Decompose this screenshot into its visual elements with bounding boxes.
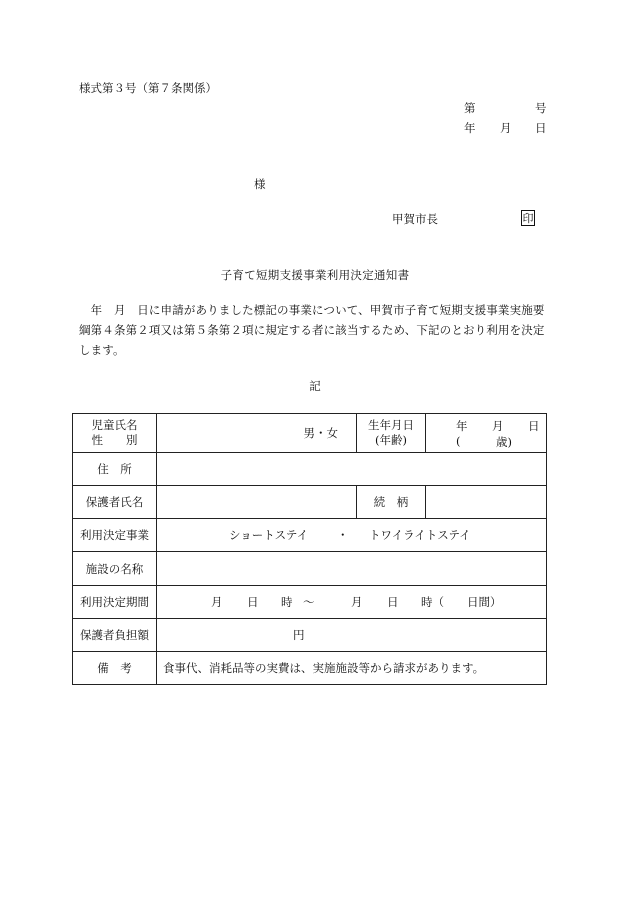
table-row [73, 586, 547, 619]
age-value: 歳) [496, 435, 512, 449]
period-days: 日間） [467, 595, 502, 609]
period-month-1: 月 [211, 595, 223, 609]
date-day-label: 日 [535, 121, 547, 135]
birth-value-cell[interactable] [426, 414, 547, 453]
gender-value: 男・女 [303, 426, 338, 440]
age-label: (年齢) [375, 433, 407, 447]
relation-cell[interactable] [426, 486, 547, 519]
period-label: 利用決定期間 [73, 586, 157, 619]
age-open-paren: ( [456, 434, 461, 448]
date-month-label: 月 [500, 121, 512, 135]
period-day-2: 日 [387, 595, 399, 609]
child-name-gender-label-cell [73, 414, 157, 453]
guardian-name-cell[interactable] [157, 486, 357, 519]
form-number: 様式第３号（第７条関係） [79, 81, 217, 95]
seal-mark: 印 [522, 211, 534, 225]
service-options-cell[interactable] [157, 519, 547, 552]
gender-label: 性 別 [91, 433, 138, 447]
fee-unit: 円 [293, 628, 305, 642]
period-day-1: 日 [247, 595, 259, 609]
child-name-cell[interactable] [157, 414, 357, 453]
table-row [73, 453, 547, 486]
document-title: 子育て短期支援事業利用決定通知書 [220, 268, 410, 282]
number-label-go: 号 [535, 101, 547, 115]
facility-name-cell[interactable] [157, 552, 547, 586]
address-label: 住 所 [73, 453, 157, 486]
period-tilde: ～ [303, 595, 315, 609]
fee-label: 保護者負担額 [73, 619, 157, 652]
date-year-label: 年 [464, 121, 476, 135]
service-separator: ・ [337, 528, 349, 542]
table-row [73, 652, 547, 685]
remarks-cell [157, 652, 547, 685]
fee-cell[interactable] [157, 619, 547, 652]
table-row [73, 414, 547, 453]
period-hour-1: 時 [281, 595, 293, 609]
relation-label: 続 柄 [357, 486, 426, 519]
period-cell[interactable] [157, 586, 547, 619]
service-short-stay: ショートステイ [229, 528, 309, 542]
remarks-label: 備 考 [73, 652, 157, 685]
decision-table [72, 413, 547, 685]
service-twilight-stay: トワイライトステイ [369, 528, 471, 542]
birth-label-cell [357, 414, 426, 453]
birth-year-label: 年 [456, 419, 468, 433]
birth-label: 生年月日 [368, 418, 414, 432]
service-label: 利用決定事業 [73, 519, 157, 552]
period-month-2: 月 [351, 595, 363, 609]
number-label-dai: 第 [464, 101, 476, 115]
remarks-value: 食事代、消耗品等の実費は、実施施設等から請求があります。 [163, 661, 485, 675]
address-cell[interactable] [157, 453, 547, 486]
birth-month-label: 月 [492, 419, 504, 433]
issuer-name: 甲賀市長 [392, 212, 438, 226]
body-paragraph: 年 月 日に申請がありました標記の事業について、甲賀市子育て短期支援事業実施要綱第４条第２項又は第５条第２項に規定する者に該当するため、下記のとおり利用を決定します。 [79, 303, 545, 357]
table-row [73, 552, 547, 586]
birth-day-label: 日 [528, 419, 540, 433]
table-row [73, 519, 547, 552]
facility-name-label: 施設の名称 [73, 552, 157, 586]
ki-heading: 記 [309, 379, 321, 393]
recipient-suffix: 様 [254, 177, 266, 191]
table-row [73, 619, 547, 652]
table-row [73, 486, 547, 519]
guardian-name-label: 保護者氏名 [73, 486, 157, 519]
child-name-label: 児童氏名 [91, 418, 138, 432]
period-hour-2: 時（ [421, 595, 444, 609]
